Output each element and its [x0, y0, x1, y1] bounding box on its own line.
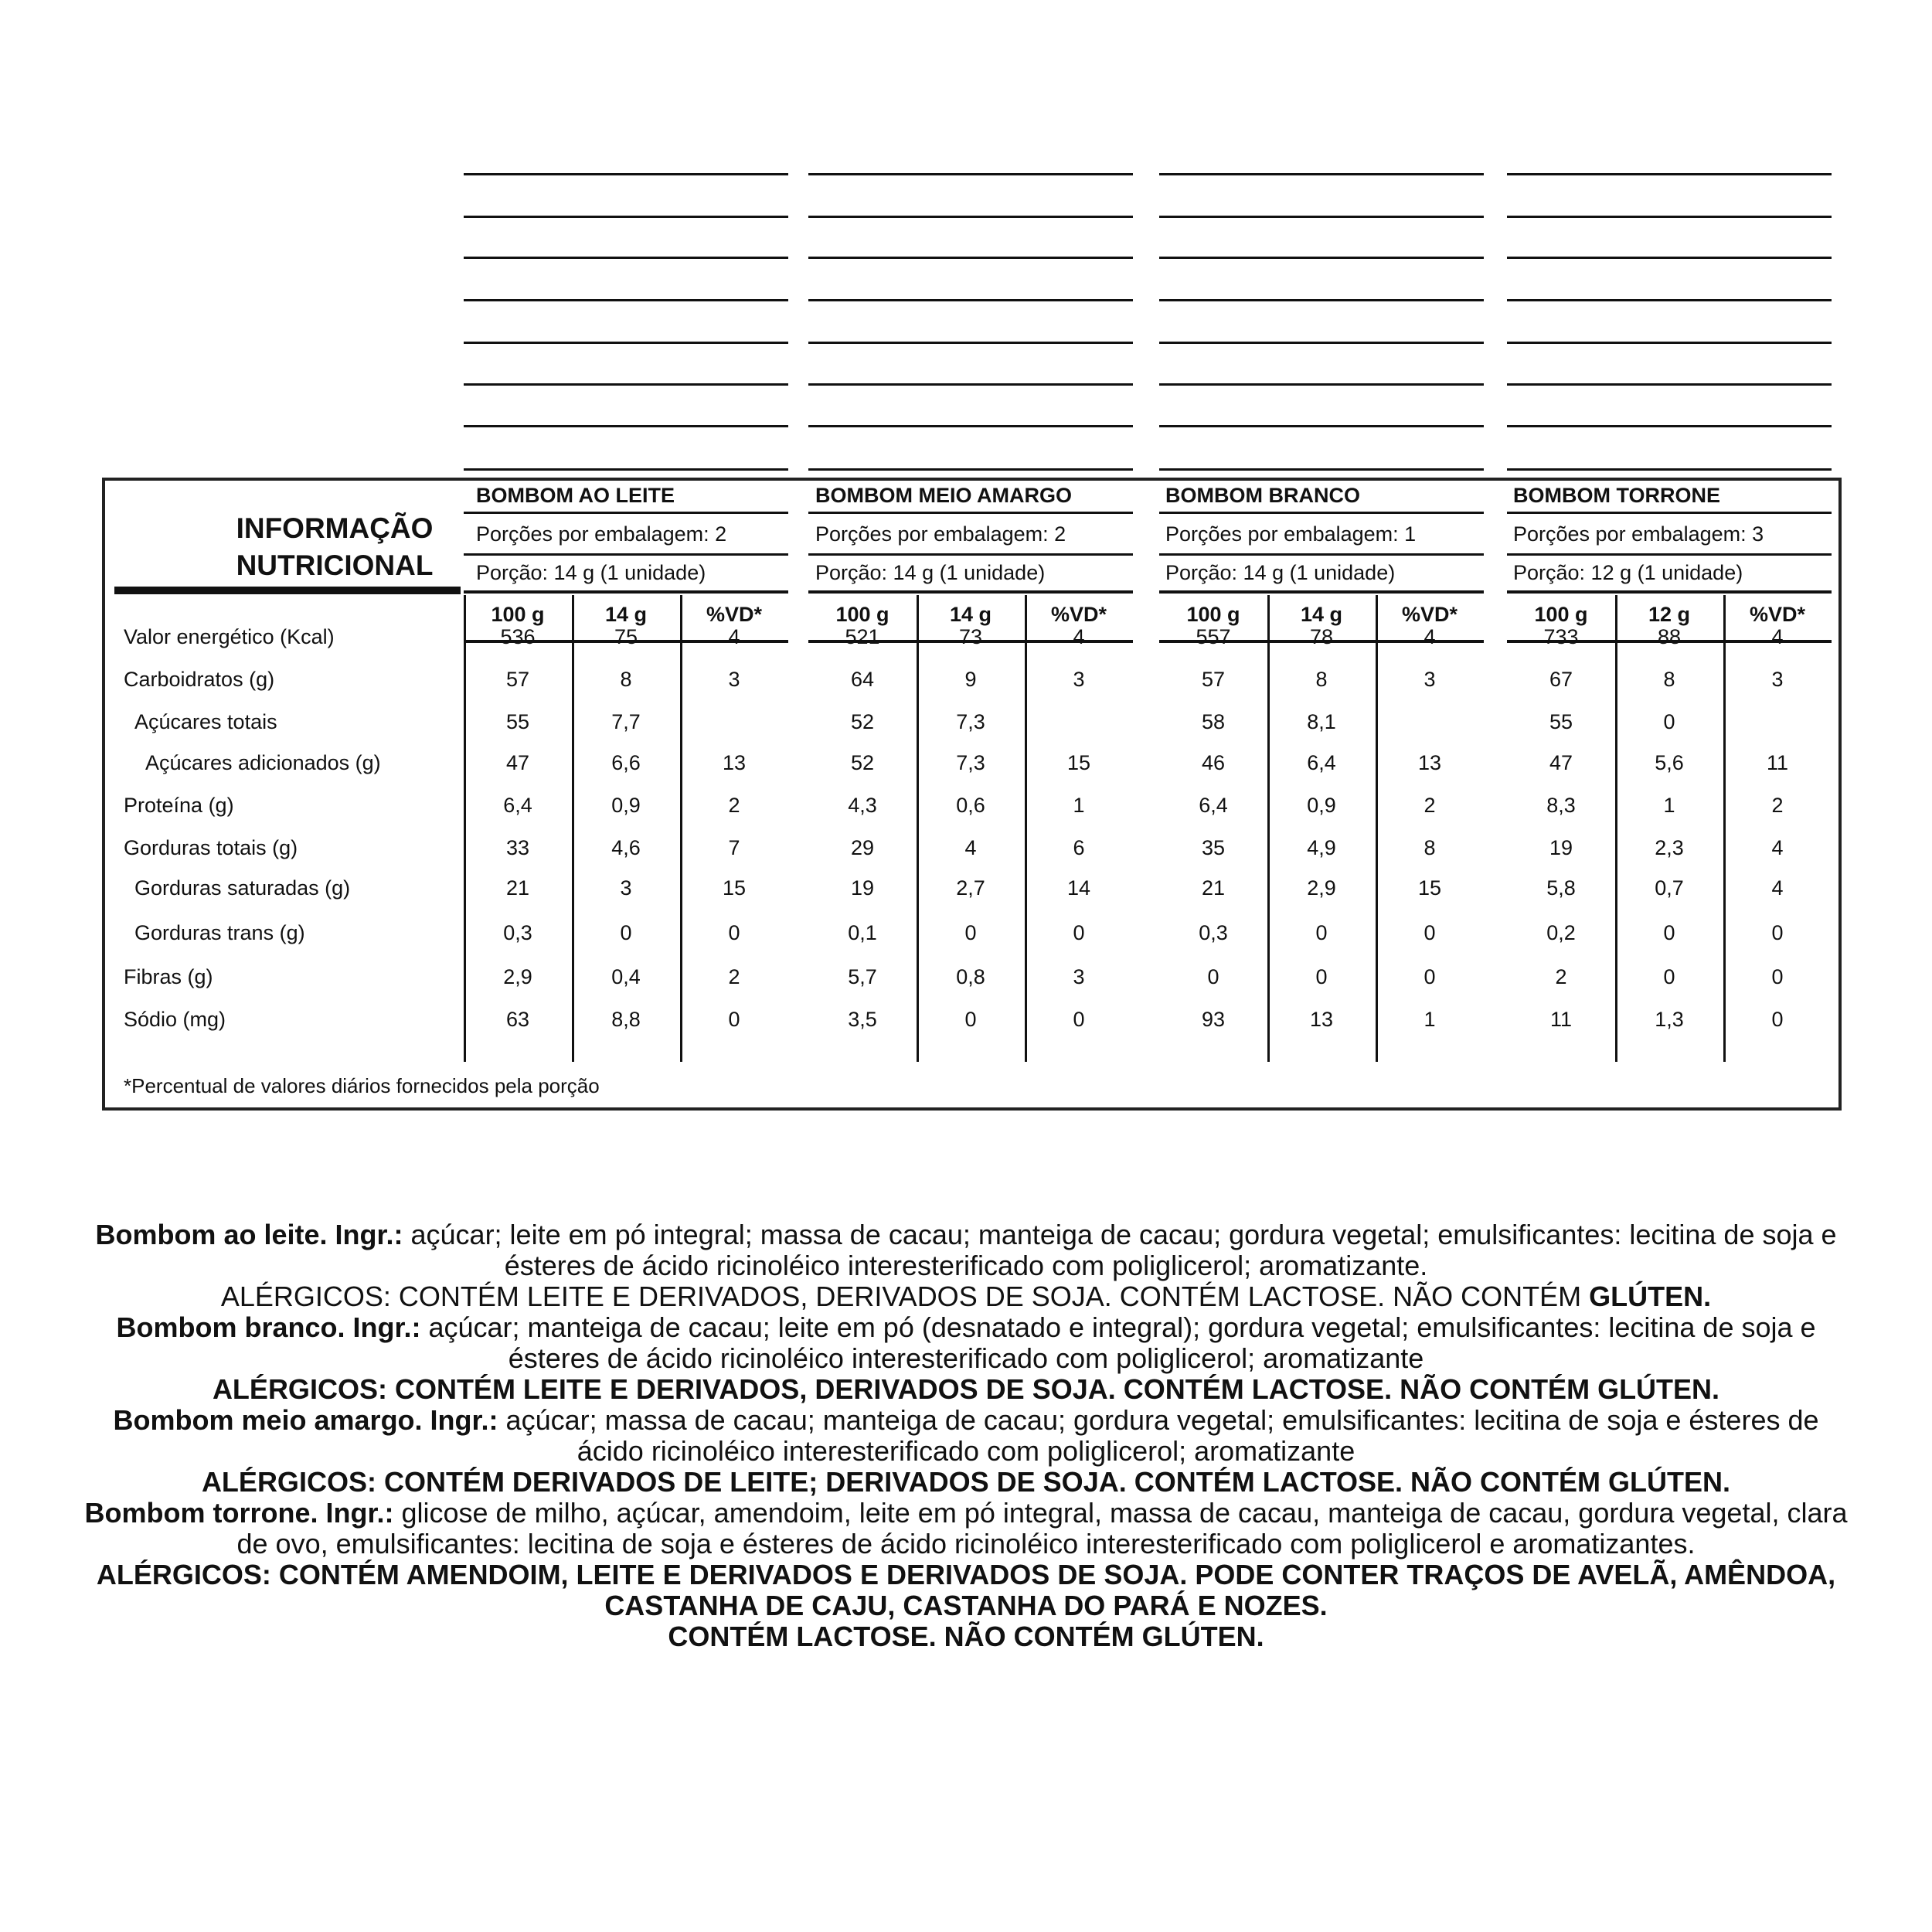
row-rule	[464, 216, 788, 218]
group-top-rule	[1507, 590, 1832, 594]
table-cell: 1	[1663, 794, 1675, 817]
row-rule	[1159, 512, 1484, 514]
table-cell: 2	[728, 965, 740, 988]
row-rule	[464, 425, 788, 427]
table-cell: 0	[964, 1008, 977, 1031]
nutrient-label: Açúcares adicionados (g)	[145, 751, 381, 774]
table-cell: 2	[1555, 965, 1567, 988]
column-divider	[464, 595, 466, 1062]
column-header: 100 g	[835, 603, 889, 626]
row-rule	[1159, 173, 1484, 175]
allergen-statement	[77, 1374, 1855, 1405]
table-cell: 63	[505, 1008, 530, 1031]
table-cell: 8	[1663, 668, 1675, 691]
row-rule	[1507, 512, 1832, 514]
table-cell: 73	[958, 625, 983, 648]
table-cell: 5,8	[1546, 876, 1576, 900]
row-rule	[1159, 257, 1484, 259]
table-cell: 19	[850, 876, 875, 900]
product-ingredient-title: Bombom torrone. Ingr.:	[84, 1497, 394, 1529]
row-rule	[808, 257, 1133, 259]
row-rule	[464, 468, 788, 471]
table-cell: 33	[505, 836, 530, 859]
table-cell: 29	[850, 836, 875, 859]
footnote: *Percentual de valores diários fornecidos pela porção	[124, 1074, 600, 1097]
column-divider	[1267, 595, 1270, 1062]
table-cell: 13	[1417, 751, 1442, 774]
table-cell: 2,9	[1307, 876, 1336, 900]
ingredient-paragraph	[77, 1219, 1855, 1281]
table-cell: 0,9	[1307, 794, 1336, 817]
column-divider	[1615, 595, 1617, 1062]
row-rule	[1159, 299, 1484, 301]
column-header: %VD*	[706, 603, 763, 626]
table-cell: 3	[620, 876, 632, 900]
row-rule	[808, 216, 1133, 218]
table-cell: 0	[1771, 965, 1784, 988]
column-header: 100 g	[491, 603, 545, 626]
table-cell: 47	[505, 751, 530, 774]
row-rule	[1159, 342, 1484, 344]
table-cell: 0,3	[1199, 921, 1228, 944]
servings-per-package: Porções por embalagem: 2	[476, 522, 727, 546]
table-cell: 1	[1073, 794, 1085, 817]
table-cell: 8	[1423, 836, 1436, 859]
group-top-rule	[1159, 590, 1484, 594]
ingredient-text: açúcar; manteiga de cacau; leite em pó (desnatado e integral); gordura vegetal; emulsificantes: lecitina de soja e ésteres de ácido ricinoléico interesterificado com poliglicerol; aromatizante	[420, 1311, 1816, 1374]
table-cell: 15	[722, 876, 747, 900]
row-rule	[808, 425, 1133, 427]
nutrient-label: Valor energético (Kcal)	[124, 625, 335, 648]
table-cell: 3	[1771, 668, 1784, 691]
table-cell: 8,3	[1546, 794, 1576, 817]
portion-size: Porção: 14 g (1 unidade)	[1165, 561, 1396, 584]
column-header: 14 g	[949, 603, 992, 626]
table-cell: 0,1	[848, 921, 877, 944]
row-rule	[1159, 553, 1484, 556]
column-divider	[1376, 595, 1378, 1062]
table-cell: 3	[1073, 965, 1085, 988]
allergen-statement	[77, 1560, 1855, 1621]
row-rule	[808, 553, 1133, 556]
table-cell: 0	[1315, 965, 1328, 988]
table-cell: 0	[1663, 965, 1675, 988]
row-rule	[464, 173, 788, 175]
ingredient-text: açúcar; massa de cacau; manteiga de cacau; gordura vegetal; emulsificantes: lecitina de soja e ésteres de ácido ricinoléico interesterificado com poliglicerol; aromatizante	[498, 1404, 1819, 1467]
table-cell: 6,4	[1307, 751, 1336, 774]
table-cell: 0	[1423, 921, 1436, 944]
table-cell: 55	[1549, 710, 1573, 733]
nutrient-label: Proteína (g)	[124, 794, 234, 817]
table-cell: 0	[728, 921, 740, 944]
table-cell: 57	[1201, 668, 1226, 691]
title-line-2: NUTRICIONAL	[236, 549, 434, 581]
row-rule	[808, 512, 1133, 514]
table-cell: 4	[1771, 836, 1784, 859]
nutrition-table-panel	[102, 478, 1842, 1111]
table-cell: 15	[1066, 751, 1091, 774]
table-cell: 4,6	[611, 836, 641, 859]
product-ingredient-title: Bombom ao leite. Ingr.:	[95, 1219, 403, 1250]
table-cell: 0,3	[503, 921, 532, 944]
product-name: BOMBOM MEIO AMARGO	[815, 484, 1072, 507]
table-cell: 57	[505, 668, 530, 691]
table-cell: 4	[1771, 625, 1784, 648]
table-cell: 15	[1417, 876, 1442, 900]
table-cell: 557	[1196, 625, 1231, 648]
column-header: 14 g	[1300, 603, 1343, 626]
table-cell: 11	[1549, 1008, 1573, 1031]
column-header: 100 g	[1186, 603, 1240, 626]
group-top-rule	[464, 590, 788, 594]
allergen-emphasis: GLÚTEN.	[1581, 1281, 1712, 1312]
table-cell: 0,6	[956, 794, 985, 817]
table-cell: 0	[1663, 921, 1675, 944]
table-cell: 9	[964, 668, 977, 691]
allergen-statement	[77, 1621, 1855, 1652]
row-rule	[808, 468, 1133, 471]
row-rule	[464, 299, 788, 301]
column-header: 12 g	[1648, 603, 1691, 626]
table-cell: 93	[1201, 1008, 1226, 1031]
row-rule	[1507, 299, 1832, 301]
table-cell: 88	[1657, 625, 1682, 648]
label-column-rule	[114, 590, 461, 593]
table-cell: 2,3	[1655, 836, 1684, 859]
servings-per-package: Porções por embalagem: 2	[815, 522, 1066, 546]
column-divider	[680, 595, 682, 1062]
table-cell: 0	[1073, 1008, 1085, 1031]
product-name: BOMBOM BRANCO	[1165, 484, 1360, 507]
nutrient-label: Carboidratos (g)	[124, 668, 275, 691]
table-cell: 14	[1066, 876, 1091, 900]
ingredients-block	[77, 1219, 1855, 1652]
table-title	[176, 510, 493, 584]
allergen-text: ALÉRGICOS: CONTÉM DERIVADOS DE LEITE; DERIVADOS DE SOJA. CONTÉM LACTOSE. NÃO CONTÉM GLÚTEN.	[201, 1466, 1731, 1498]
table-cell: 0	[1663, 710, 1675, 733]
table-cell: 0	[1207, 965, 1219, 988]
table-cell: 0,4	[611, 965, 641, 988]
table-cell: 0	[1073, 921, 1085, 944]
table-cell: 0,8	[956, 965, 985, 988]
ingredient-text: glicose de milho, açúcar, amendoim, leite em pó integral, massa de cacau, manteiga de cacau, gordura vegetal, clara de ovo, emulsificantes: lecitina de soja e ésteres de ácido ricinoléico interesterificado com poliglicerol e aromatizantes.	[236, 1497, 1848, 1560]
table-cell: 21	[505, 876, 530, 900]
table-cell: 7,7	[611, 710, 641, 733]
row-rule	[464, 553, 788, 556]
row-rule	[1159, 425, 1484, 427]
group-top-rule	[808, 590, 1133, 594]
nutrient-label: Açúcares totais	[134, 710, 277, 733]
table-cell: 4	[1423, 625, 1436, 648]
nutrient-label: Sódio (mg)	[124, 1008, 226, 1031]
table-cell: 3	[728, 668, 740, 691]
row-rule	[464, 257, 788, 259]
table-cell: 0	[620, 921, 632, 944]
ingredient-paragraph	[77, 1498, 1855, 1560]
allergen-text: CONTÉM LACTOSE. NÃO CONTÉM GLÚTEN.	[668, 1621, 1264, 1652]
table-cell: 75	[614, 625, 638, 648]
column-header: %VD*	[1050, 603, 1107, 626]
table-cell: 1,3	[1655, 1008, 1684, 1031]
table-cell: 55	[505, 710, 530, 733]
column-divider	[1723, 595, 1726, 1062]
table-cell: 521	[845, 625, 880, 648]
table-cell: 13	[722, 751, 747, 774]
table-cell: 0	[1771, 921, 1784, 944]
row-rule	[464, 342, 788, 344]
row-rule	[1507, 216, 1832, 218]
portion-size: Porção: 12 g (1 unidade)	[1513, 561, 1743, 584]
table-cell: 58	[1201, 710, 1226, 733]
table-cell: 2	[1771, 794, 1784, 817]
table-cell: 0,7	[1655, 876, 1684, 900]
column-header: %VD*	[1401, 603, 1458, 626]
row-rule	[808, 299, 1133, 301]
row-rule	[464, 512, 788, 514]
ingredient-paragraph	[77, 1312, 1855, 1374]
allergen-statement	[77, 1467, 1855, 1498]
allergen-text: ALÉRGICOS: CONTÉM LEITE E DERIVADOS, DERIVADOS DE SOJA. CONTÉM LACTOSE. NÃO CONTÉM GLÚTEN.	[212, 1373, 1720, 1405]
table-cell: 7,3	[956, 751, 985, 774]
table-cell: 0,2	[1546, 921, 1576, 944]
table-cell: 4	[1771, 876, 1784, 900]
table-cell: 3	[1423, 668, 1436, 691]
table-cell: 13	[1309, 1008, 1334, 1031]
table-cell: 8	[620, 668, 632, 691]
nutrient-label: Fibras (g)	[124, 965, 213, 988]
column-divider	[917, 595, 919, 1062]
allergen-statement	[77, 1281, 1855, 1312]
table-cell: 3,5	[848, 1008, 877, 1031]
table-cell: 4	[1073, 625, 1085, 648]
table-cell: 2,9	[503, 965, 532, 988]
table-cell: 6	[1073, 836, 1085, 859]
table-cell: 2	[1423, 794, 1436, 817]
title-line-1: INFORMAÇÃO	[236, 512, 434, 544]
table-cell: 52	[850, 710, 875, 733]
servings-per-package: Porções por embalagem: 3	[1513, 522, 1764, 546]
nutrient-label: Gorduras trans (g)	[134, 921, 305, 944]
row-rule	[1507, 383, 1832, 386]
table-cell: 8,8	[611, 1008, 641, 1031]
table-cell: 4,3	[848, 794, 877, 817]
portion-size: Porção: 14 g (1 unidade)	[476, 561, 706, 584]
table-cell: 536	[500, 625, 536, 648]
row-rule	[1507, 553, 1832, 556]
table-cell: 0	[1423, 965, 1436, 988]
row-rule	[1507, 468, 1832, 471]
row-rule	[1159, 383, 1484, 386]
nutrient-label: Gorduras saturadas (g)	[134, 876, 351, 900]
product-ingredient-title: Bombom branco. Ingr.:	[116, 1311, 421, 1343]
table-cell: 6,6	[611, 751, 641, 774]
product-name: BOMBOM AO LEITE	[476, 484, 675, 507]
table-cell: 1	[1423, 1008, 1436, 1031]
table-cell: 35	[1201, 836, 1226, 859]
product-ingredient-title: Bombom meio amargo. Ingr.:	[113, 1404, 498, 1436]
column-divider	[1025, 595, 1027, 1062]
table-cell: 5,7	[848, 965, 877, 988]
column-header: 14 g	[604, 603, 648, 626]
table-cell: 0	[964, 921, 977, 944]
table-cell: 21	[1201, 876, 1226, 900]
table-cell: 5,6	[1655, 751, 1684, 774]
table-cell: 2	[728, 794, 740, 817]
table-cell: 4	[728, 625, 740, 648]
allergen-text: ALÉRGICOS: CONTÉM LEITE E DERIVADOS, DERIVADOS DE SOJA. CONTÉM LACTOSE. NÃO CONTÉM	[220, 1281, 1582, 1312]
table-cell: 0	[728, 1008, 740, 1031]
table-cell: 0	[1771, 1008, 1784, 1031]
table-cell: 64	[850, 668, 875, 691]
row-rule	[464, 383, 788, 386]
row-rule	[808, 342, 1133, 344]
table-cell: 3	[1073, 668, 1085, 691]
row-rule	[1507, 173, 1832, 175]
allergen-text: ALÉRGICOS: CONTÉM AMENDOIM, LEITE E DERIVADOS E DERIVADOS DE SOJA. PODE CONTER TRAÇOS DE AVELÃ, AMÊNDOA, CASTANHA DE CAJU, CASTANHA DO PARÁ E NOZES.	[96, 1559, 1836, 1621]
table-cell: 78	[1309, 625, 1334, 648]
table-cell: 8	[1315, 668, 1328, 691]
table-cell: 4,9	[1307, 836, 1336, 859]
column-header: %VD*	[1749, 603, 1806, 626]
row-rule	[1507, 425, 1832, 427]
table-cell: 6,4	[1199, 794, 1228, 817]
table-cell: 67	[1549, 668, 1573, 691]
row-rule	[808, 173, 1133, 175]
table-cell: 46	[1201, 751, 1226, 774]
table-cell: 7,3	[956, 710, 985, 733]
table-cell: 0	[1315, 921, 1328, 944]
table-cell: 0,9	[611, 794, 641, 817]
row-rule	[1159, 468, 1484, 471]
table-cell: 2,7	[956, 876, 985, 900]
servings-per-package: Porções por embalagem: 1	[1165, 522, 1417, 546]
row-rule	[808, 383, 1133, 386]
table-cell: 8,1	[1307, 710, 1336, 733]
table-cell: 7	[728, 836, 740, 859]
table-cell: 4	[964, 836, 977, 859]
ingredient-paragraph	[77, 1405, 1855, 1467]
table-cell: 19	[1549, 836, 1573, 859]
table-cell: 47	[1549, 751, 1573, 774]
row-rule	[1507, 257, 1832, 259]
column-divider	[572, 595, 574, 1062]
table-cell: 11	[1766, 751, 1789, 774]
nutrient-label: Gorduras totais (g)	[124, 836, 298, 859]
column-header: 100 g	[1534, 603, 1588, 626]
row-rule	[1507, 342, 1832, 344]
table-cell: 6,4	[503, 794, 532, 817]
product-name: BOMBOM TORRONE	[1513, 484, 1720, 507]
portion-size: Porção: 14 g (1 unidade)	[815, 561, 1046, 584]
table-cell: 733	[1543, 625, 1579, 648]
table-cell: 52	[850, 751, 875, 774]
row-rule	[1159, 216, 1484, 218]
ingredient-text: açúcar; leite em pó integral; massa de cacau; manteiga de cacau; gordura vegetal; emulsificantes: lecitina de soja e ésteres de ácido ricinoléico interesterificado com poliglicerol; aromatizante.	[403, 1219, 1837, 1281]
